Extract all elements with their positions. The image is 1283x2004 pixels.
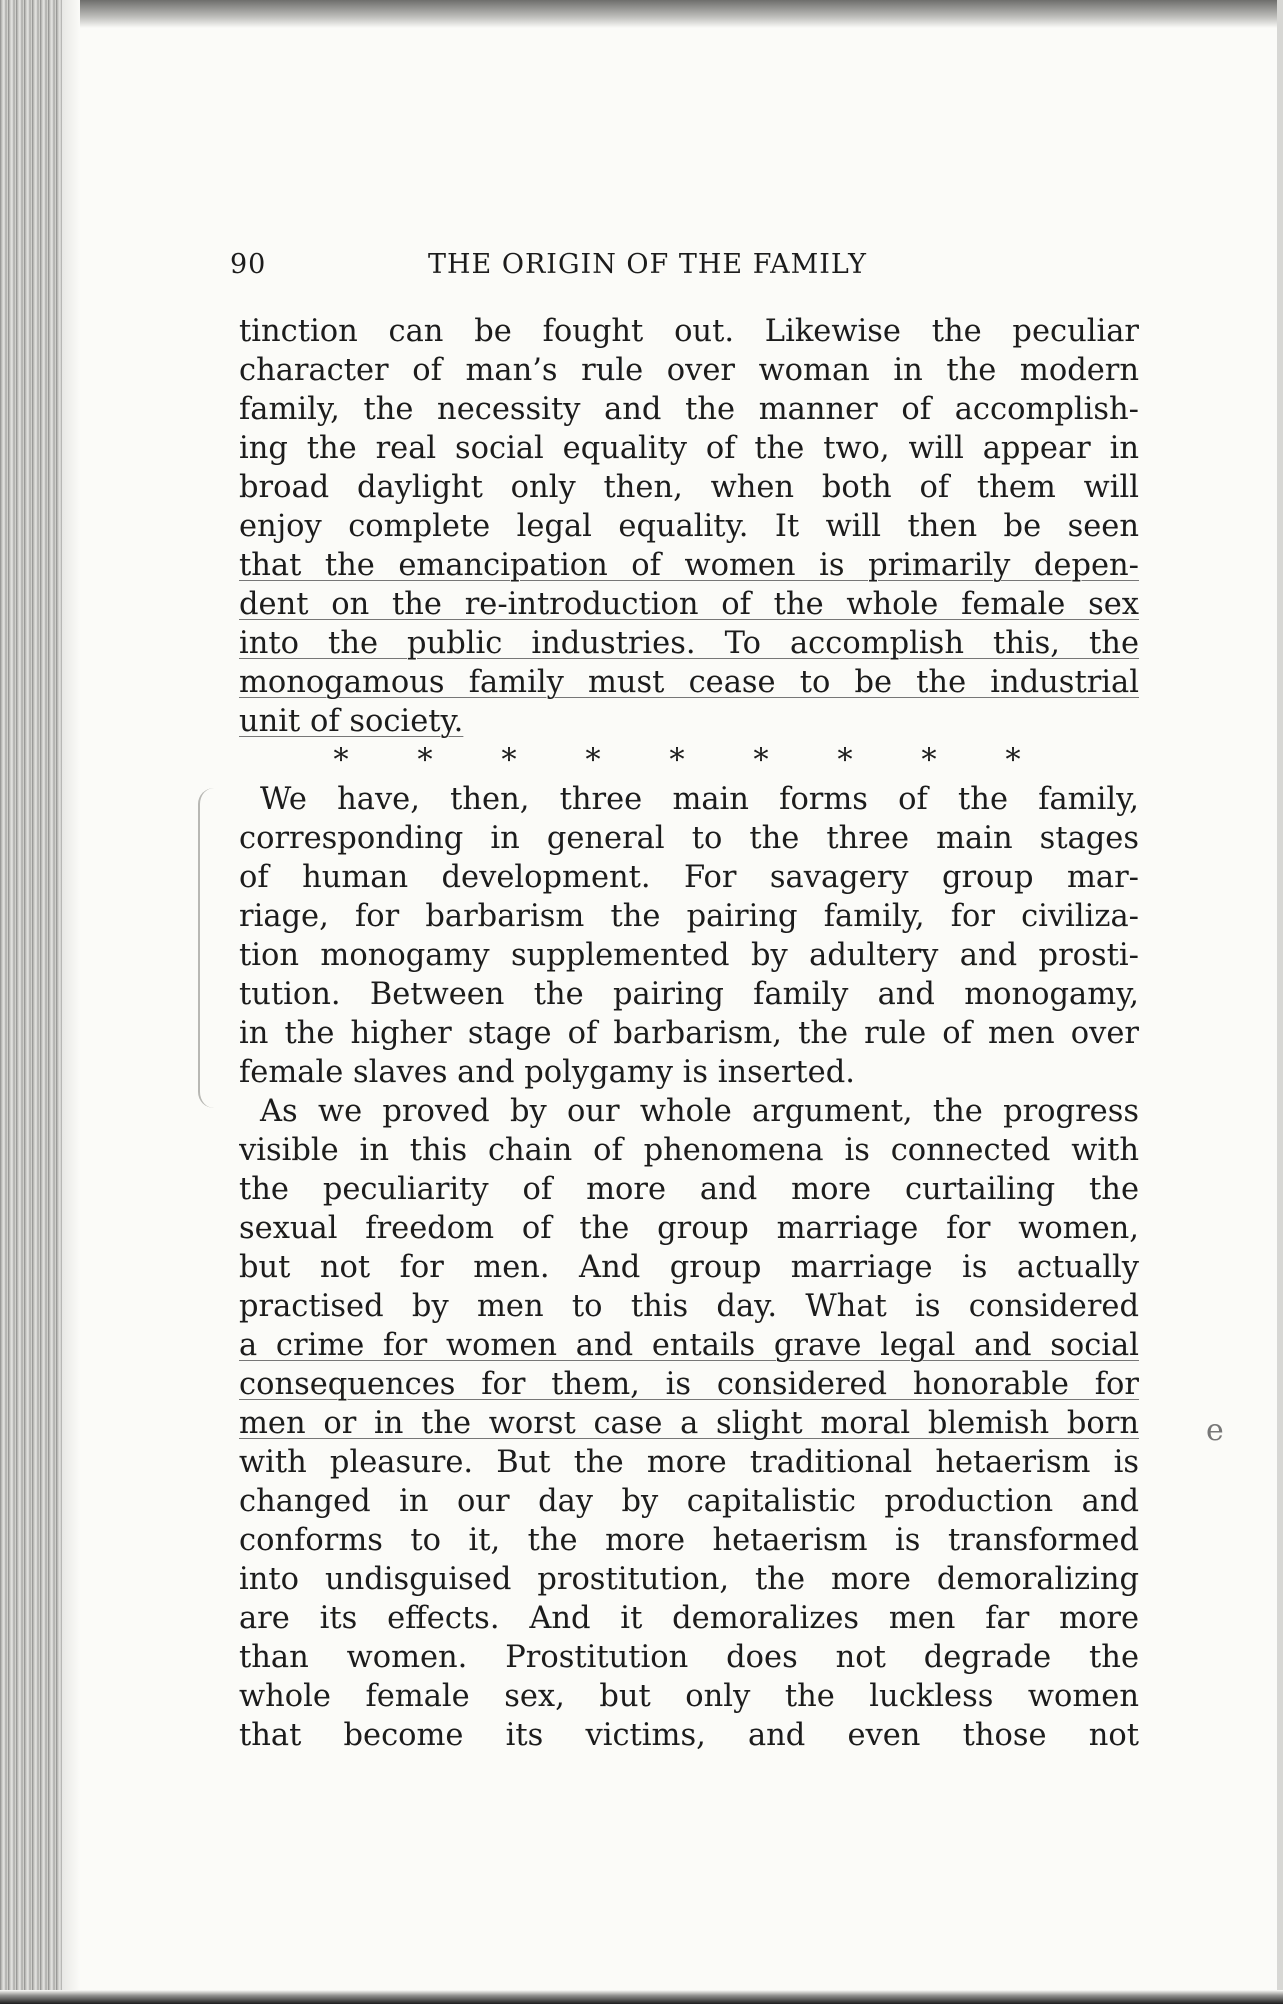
text-line: ing the real social equality of the two, will appear in [239,431,1139,466]
separator-star: * [417,743,433,778]
text-line-underlined: monogamous family must cease to be the industrial [239,665,1139,700]
text-line: corresponding in general to the three main stages [239,821,1139,856]
text-line: broad daylight only then, when both of them will [239,470,1139,505]
text-line: the peculiarity of more and more curtailing the [239,1172,1139,1207]
text-line: that become its victims, and even those not [239,1718,1139,1753]
running-title: THE ORIGIN OF THE FAMILY [428,249,867,280]
scan-top-edge [0,0,1283,28]
text-line: As we proved by our whole argument, the progress [260,1094,1139,1129]
separator-star: * [501,743,517,778]
text-line-underlined: a crime for women and entails grave legal and social [239,1328,1139,1363]
pencil-margin-note: e [1206,1413,1224,1448]
scan-bottom-edge [0,1990,1283,2004]
book-binding-gutter [0,0,62,2004]
pencil-margin-bracket [198,788,224,1108]
text-line: but not for men. And group marriage is actually [239,1250,1139,1285]
section-separator [239,741,1139,780]
text-line-underlined: unit of society. [239,704,464,739]
text-line: whole female sex, but only the luckless women [239,1679,1139,1714]
text-line: than women. Prostitution does not degrade the [239,1640,1139,1675]
body-text [239,312,1139,1755]
text-line: sexual freedom of the group marriage for women, [239,1211,1139,1246]
text-line: We have, then, three main forms of the family, [260,782,1139,817]
page-number: 90 [230,249,267,280]
text-line: tinction can be fought out. Likewise the peculiar [239,314,1139,349]
paragraph-3 [239,1092,1139,1755]
gutter-shadow [62,0,80,2004]
paragraph-1 [239,312,1139,741]
text-line: practised by men to this day. What is considered [239,1289,1139,1324]
text-line-underlined: that the emancipation of women is primarily depen- [239,548,1139,583]
text-line: tution. Between the pairing family and monogamy, [239,977,1139,1012]
text-line: character of man’s rule over woman in the modern [239,353,1139,388]
separator-star: * [921,743,937,778]
text-line: conforms to it, the more hetaerism is transformed [239,1523,1139,1558]
text-line: visible in this chain of phenomena is connected with [239,1133,1139,1168]
text-line-underlined: dent on the re-introduction of the whole female sex [239,587,1139,622]
text-line: tion monogamy supplemented by adultery and prosti- [239,938,1139,973]
text-line: female slaves and polygamy is inserted. [239,1055,855,1090]
separator-star: * [585,743,601,778]
text-line: into undisguised prostitution, the more demoralizing [239,1562,1139,1597]
scan-right-edge [1277,0,1283,2004]
separator-star: * [1005,743,1021,778]
text-line: in the higher stage of barbarism, the rule of men over [239,1016,1139,1051]
text-line-underlined: consequences for them, is considered honorable for [239,1367,1139,1402]
separator-star: * [333,743,349,778]
running-header [230,243,950,283]
text-line: enjoy complete legal equality. It will then be seen [239,509,1139,544]
paragraph-2 [239,780,1139,1092]
text-line-underlined: into the public industries. To accomplish this, the [239,626,1139,661]
separator-star: * [837,743,853,778]
separator-star: * [753,743,769,778]
separator-star: * [669,743,685,778]
text-line: riage, for barbarism the pairing family, for civiliza- [239,899,1139,934]
text-line-underlined: men or in the worst case a slight moral blemish born [239,1406,1139,1441]
text-line: changed in our day by capitalistic production and [239,1484,1139,1519]
text-line: are its effects. And it demoralizes men far more [239,1601,1139,1636]
text-line: of human development. For savagery group mar- [239,860,1139,895]
text-line: with pleasure. But the more traditional hetaerism is [239,1445,1139,1480]
text-line: family, the necessity and the manner of accomplish- [239,392,1139,427]
